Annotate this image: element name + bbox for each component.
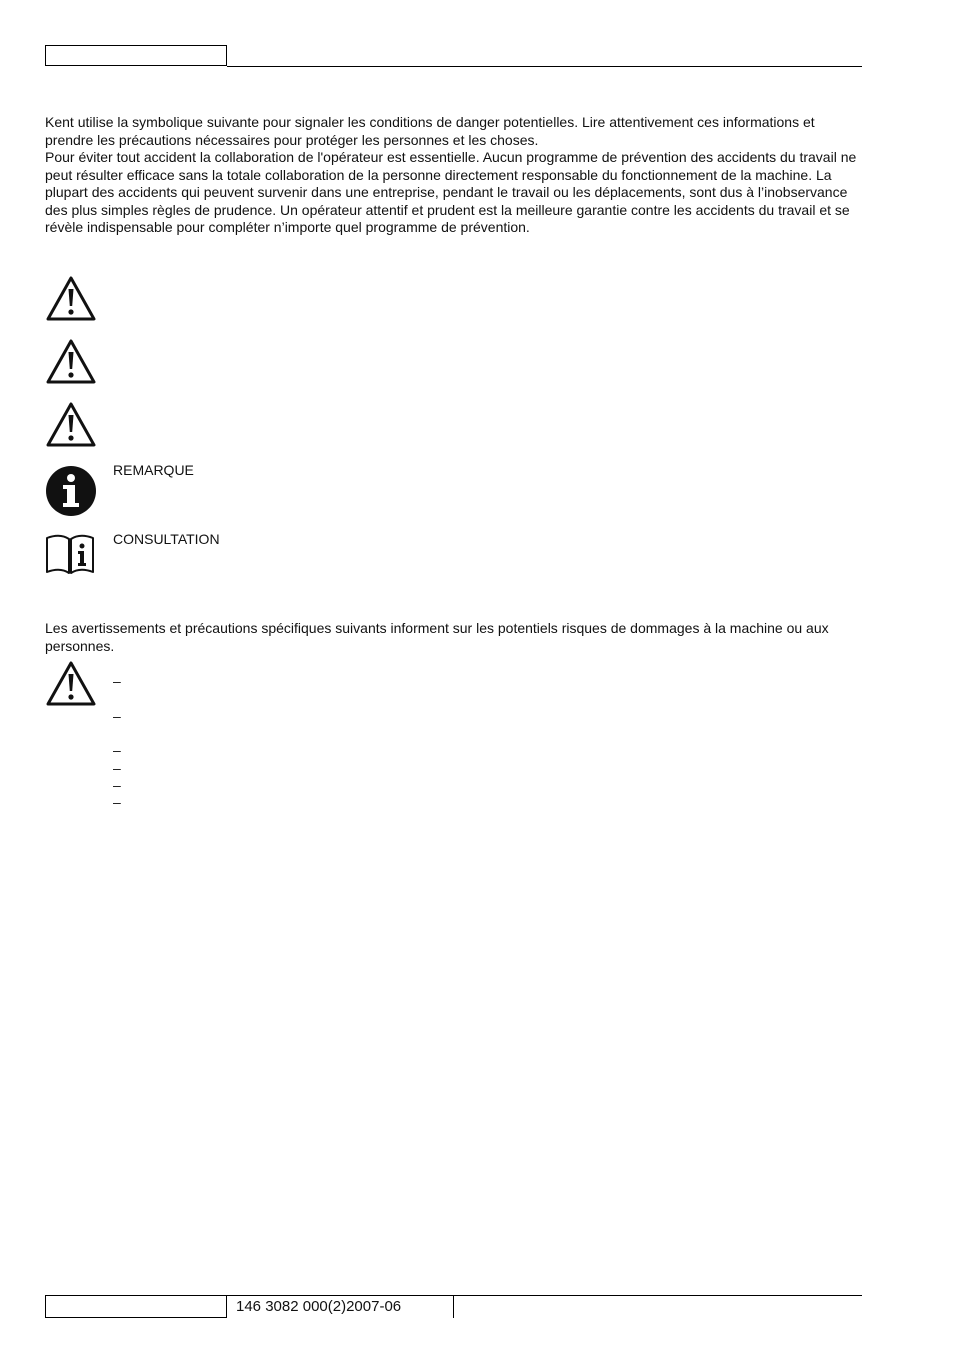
header-rule	[227, 66, 862, 67]
warning-triangle-icon	[45, 401, 97, 447]
warning-dash-3: –	[113, 742, 121, 758]
warning-dash-1: –	[113, 673, 121, 689]
footer-doc-code: 146 3082 000(2)2007-06	[236, 1298, 402, 1315]
info-circle-icon	[45, 465, 97, 517]
warning-dash-5: –	[113, 777, 121, 793]
header-box	[45, 45, 227, 66]
consultation-label: CONSULTATION	[113, 531, 220, 547]
warning-triangle-icon	[45, 660, 97, 706]
footer-box	[45, 1296, 227, 1318]
warning-triangle-icon	[45, 275, 97, 321]
warnings-intro: Les avertissements et précautions spécifiques suivants informent sur les potentiels risques de dommages à la machine ou aux personnes.	[45, 620, 829, 654]
intro-paragraph-1: Kent utilise la symbolique suivante pour signaler les conditions de danger potentielles. Lire attentivement ces informations et prendre les précautions nécessaires pour protéger les personnes et les choses.	[45, 114, 815, 148]
warning-triangle-icon	[45, 338, 97, 384]
manual-book-icon	[45, 533, 95, 575]
warning-dash-2: –	[113, 708, 121, 724]
intro-text	[45, 114, 860, 237]
warning-dash-4: –	[113, 760, 121, 776]
footer-separator	[453, 1296, 454, 1318]
intro-paragraph-2: Pour éviter tout accident la collaboration de l'opérateur est essentielle. Aucun programme de prévention des accidents du travail ne peut résulter efficace sans la totale collaboration de la personne directement responsable du fonctionnement de la machine. La plupart des accidents qui peuvent survenir dans une entreprise, pendant le travail ou les déplacements, sont dus à l’inobservance des plus simples règles de prudence. Un opérateur attentif et prudent est la meilleure garantie contre les accidents du travail et se révèle indispensable pour compléter n’importe quel programme de prévention.	[45, 149, 857, 235]
remarque-label: REMARQUE	[113, 462, 194, 478]
warning-dash-6: –	[113, 794, 121, 810]
